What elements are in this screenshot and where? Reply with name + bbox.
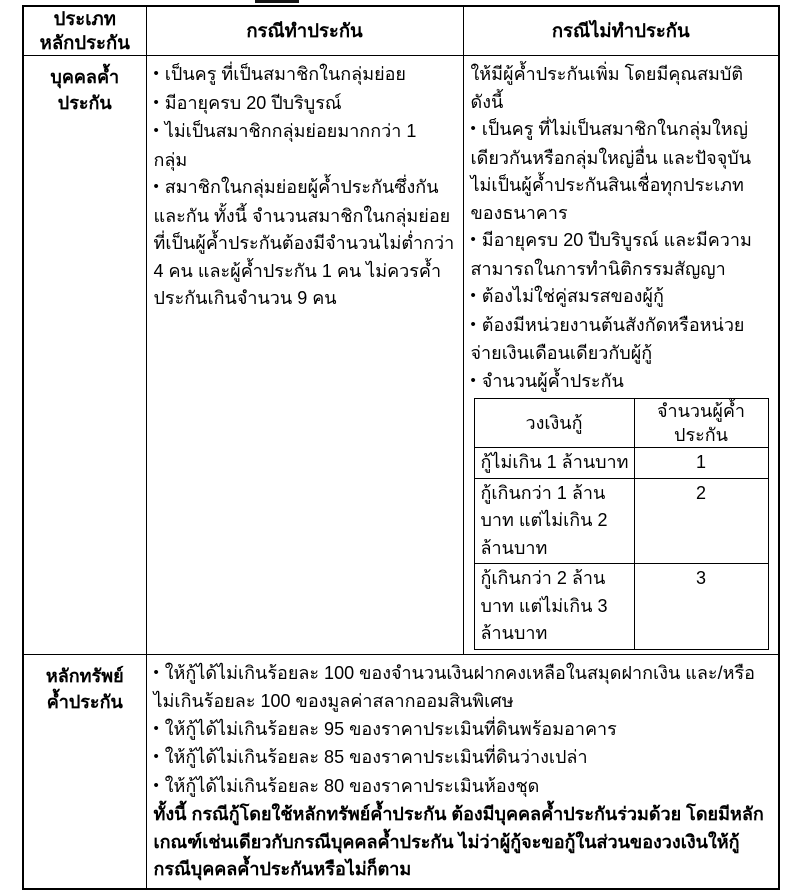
bullet-text: ต้องมีหน่วยงานต้นสังกัดหรือหน่วยจ่ายเงินเดือนเดียวกับผู้กู้ [470, 314, 745, 363]
bullet-text: สมาชิกในกลุ่มย่อยผู้ค้ำประกันซึ่งกันและกัน ทั้งนี้ จำนวนสมาชิกในกลุ่มย่อยที่เป็นผู้ค้ำประกันต้องมีจำนวนไม่ต่ำกว่า 4 คน และผู้ค้ำประกัน 1 คน ไม่ควรค้ำประกันเกินจำนวน 9 คน [153, 177, 455, 308]
bullet-item [154, 118, 455, 174]
header-row [23, 6, 779, 56]
loan-limit-cell: กู้ไม่เกิน 1 ล้านบาท [474, 448, 634, 479]
intro-text: ให้มีผู้ค้ำประกันเพิ่ม โดยมีคุณสมบัติ ดังนี้ [470, 64, 744, 112]
guarantor-header-loan-amount: วงเงินกู้ [474, 399, 634, 448]
header-insured-case: กรณีทำประกัน [146, 6, 463, 56]
guarantor-table-header-row [474, 399, 768, 448]
bullet-item [471, 227, 771, 283]
loan-limit-cell: กู้เกินกว่า 1 ล้านบาท แต่ไม่เกิน 2 ล้านบาท [474, 478, 634, 564]
bullet-item [154, 90, 455, 119]
bullet-text: มีอายุครบ 20 ปีบริบูรณ์ และมีความสามารถในการทำนิติกรรมสัญญา [470, 230, 752, 279]
bullet-icon: • [153, 178, 159, 195]
collateral-types-table [22, 5, 780, 890]
cell-person-uninsured [463, 56, 779, 655]
header-uninsured-case: กรณีไม่ทำประกัน [463, 6, 779, 56]
bullet-item [154, 174, 455, 313]
row-label-asset-collateral [23, 654, 146, 889]
bullet-icon: • [153, 93, 159, 111]
header-collateral-type [23, 6, 146, 56]
bullet-item [154, 660, 771, 716]
bullet-text: ให้กู้ได้ไม่เกินร้อยละ 95 ของราคาประเมินที่ดินพร้อมอาคาร [164, 718, 617, 739]
guarantor-count-cell: 3 [634, 564, 768, 650]
loan-limit-cell: กู้เกินกว่า 2 ล้านบาท แต่ไม่เกิน 3 ล้านบาท [474, 564, 634, 650]
bullet-icon: • [153, 719, 159, 737]
bullet-item [471, 283, 771, 312]
bullet-text: เป็นครู ที่เป็นสมาชิกในกลุ่มย่อย [164, 64, 406, 84]
guarantor-header-count: จำนวนผู้ค้ำประกัน [634, 399, 768, 448]
row-person-guarantee [23, 56, 779, 655]
bullet-text: จำนวนผู้ค้ำประกัน [481, 370, 624, 391]
cell-person-insured [146, 56, 463, 655]
bullet-item [471, 312, 771, 368]
guarantor-table-row [474, 564, 768, 650]
bullet-text: ต้องไม่ใช่คู่สมรสของผู้กู้ [481, 286, 664, 306]
bullet-icon: • [153, 122, 159, 139]
bullet-icon: • [153, 663, 159, 681]
collateral-note: ทั้งนี้ กรณีกู้โดยใช้หลักทรัพย์ค้ำประกัน ต้องมีบุคคลค้ำประกันร่วมด้วย โดยมีหลักเกณฑ์เช่นเดียวกับกรณีบุคคลค้ำประกัน ไม่ว่าผู้กู้จะขอกู้ในส่วนของวงเงินให้กู้กรณีบุคคลค้ำประกันหรือไม่ก็ตาม [153, 804, 764, 879]
guarantor-table-row [474, 448, 768, 479]
row-label-line: หลักทรัพย์ [45, 665, 124, 686]
bullet-text: ให้กู้ได้ไม่เกินร้อยละ 80 ของราคาประเมินห้องชุด [164, 775, 540, 796]
bullet-text: เป็นครู ที่ไม่เป็นสมาชิกในกลุ่มใหญ่เดียวกันหรือกลุ่มใหญ่อื่น และปัจจุบันไม่เป็นผู้ค้ำประกันสินเชื่อทุกประเภทของธนาคาร [470, 119, 751, 223]
bullet-icon: • [153, 65, 159, 82]
bullet-item [471, 368, 771, 397]
guarantor-table-row [474, 478, 768, 564]
bullet-text: ให้กู้ได้ไม่เกินร้อยละ 100 ของจำนวนเงินฝากคงเหลือในสมุดฝากเงิน และ/หรือไม่เกินร้อยละ 100 ของมูลค่าสลากออมสินพิเศษ [153, 662, 755, 711]
bullet-icon: • [153, 776, 159, 794]
row-label-line: ค้ำประกัน [46, 691, 123, 712]
bullet-icon: • [153, 748, 159, 765]
bullet-icon: • [470, 287, 476, 304]
bullet-item [154, 716, 771, 745]
bullet-icon: • [470, 231, 476, 248]
guarantor-count-cell: 1 [634, 448, 768, 479]
bullet-item [154, 744, 771, 773]
bullet-icon: • [470, 120, 476, 137]
bullet-text: ให้กู้ได้ไม่เกินร้อยละ 85 ของราคาประเมินที่ดินว่างเปล่า [164, 747, 588, 767]
bullet-item [154, 773, 771, 802]
bullet-item [471, 116, 771, 227]
row-label-person-guarantee: บุคคลค้ำประกัน [23, 56, 146, 655]
cell-asset-collateral [146, 654, 779, 889]
guarantor-count-cell: 2 [634, 478, 768, 564]
bullet-text: มีอายุครบ 20 ปีบริบูรณ์ [164, 92, 342, 113]
bullet-icon: • [470, 371, 476, 389]
header-line: ประเภท [53, 8, 116, 29]
bullet-item [154, 61, 455, 90]
guarantor-count-table [474, 398, 769, 650]
header-line: หลักประกัน [39, 32, 130, 53]
bullet-icon: • [470, 315, 476, 333]
bullet-text: ไม่เป็นสมาชิกกลุ่มย่อยมากกว่า 1 กลุ่ม [153, 121, 417, 170]
row-asset-collateral [23, 654, 779, 889]
crop-artifact [255, 0, 299, 3]
